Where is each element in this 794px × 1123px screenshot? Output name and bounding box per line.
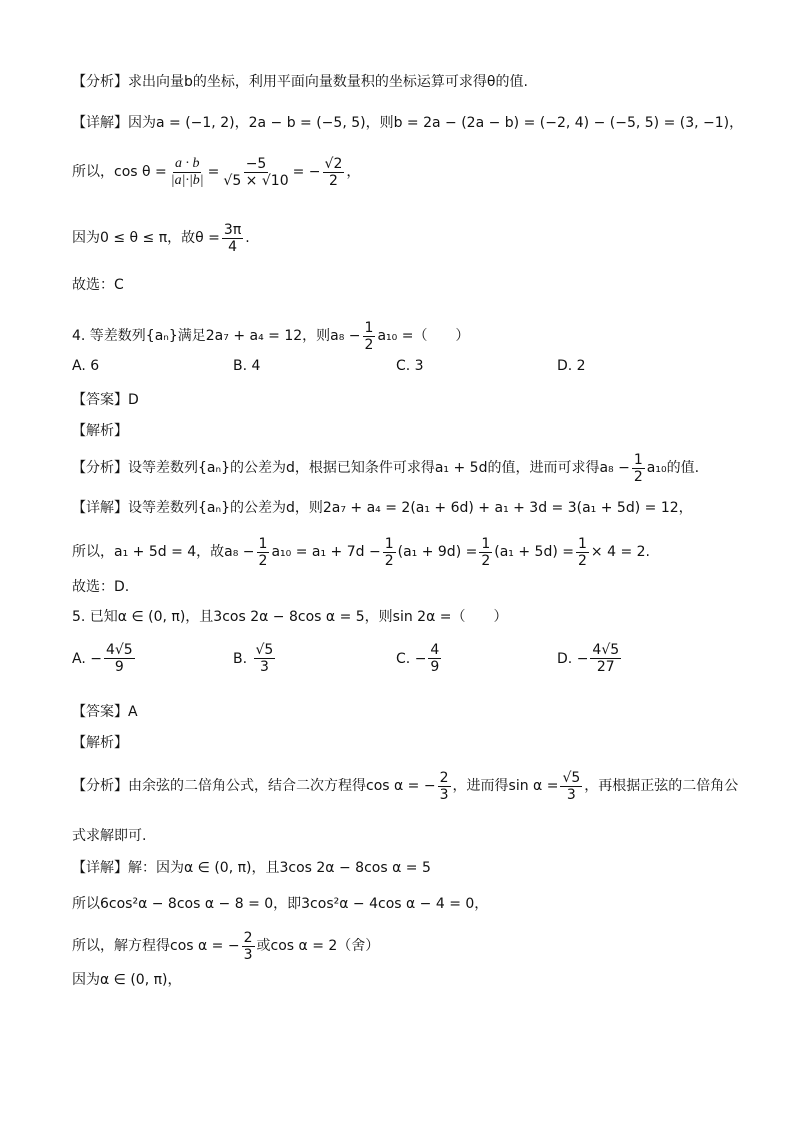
denominator: 2 bbox=[328, 172, 338, 189]
option-d: D. 2 bbox=[557, 358, 586, 374]
option-d bbox=[557, 642, 623, 675]
fraction bbox=[632, 452, 645, 485]
answer-select-line: 故选：C bbox=[72, 277, 124, 293]
denominator: 3 bbox=[259, 659, 269, 675]
text: = bbox=[207, 164, 220, 180]
numerator: a · b bbox=[174, 155, 200, 171]
option-letter: A. bbox=[72, 650, 86, 667]
answer-select-line: 故选：D. bbox=[72, 579, 130, 595]
fraction bbox=[104, 642, 135, 675]
detail-line: 【详解】因为a = (−1, 2)，2a − b = (−5, 5)，则b = 2a − (2a − b) = (−2, 4) − (−5, 5) = (3, −1)， bbox=[72, 115, 744, 131]
question-4 bbox=[72, 316, 734, 356]
numerator: 1 bbox=[364, 319, 374, 336]
numerator: 2 bbox=[439, 769, 449, 786]
denominator: 3 bbox=[439, 786, 449, 803]
fraction bbox=[242, 930, 255, 963]
denominator: 2 bbox=[578, 552, 587, 569]
solution-line bbox=[72, 530, 734, 574]
numerator: √2 bbox=[324, 155, 343, 172]
denominator: |a|·|b| bbox=[170, 172, 204, 188]
fraction bbox=[363, 320, 376, 353]
denominator: 2 bbox=[258, 552, 268, 569]
text: = − bbox=[292, 164, 321, 180]
fraction bbox=[479, 536, 492, 569]
option-c bbox=[396, 642, 443, 675]
theta-line bbox=[72, 216, 734, 260]
text: (a₁ + 9d) = bbox=[397, 544, 478, 560]
option-a bbox=[72, 642, 137, 675]
option-c: C. 3 bbox=[396, 358, 424, 374]
denominator: 3 bbox=[566, 786, 576, 803]
detail-line: 【详解】设等差数列{aₙ}的公差为d，则2a₇ + a₄ = 2(a₁ + 6d) + a₁ + 3d = 3(a₁ + 5d) = 12， bbox=[72, 500, 693, 516]
text: a₁₀的值. bbox=[646, 460, 700, 476]
analysis-line-cont: 式求解即可. bbox=[72, 828, 147, 844]
fraction bbox=[560, 770, 582, 803]
option-b: B. 4 bbox=[233, 358, 261, 374]
text: 【分析】由余弦的二倍角公式，结合二次方程得cos α = − bbox=[72, 778, 436, 794]
minus: − bbox=[414, 650, 427, 667]
solution-line: 所以6cos²α − 8cos α − 8 = 0，即3cos²α − 4cos α − 4 = 0， bbox=[72, 896, 489, 912]
detail-line: 【详解】解：因为α ∈ (0, π)，且3cos 2α − 8cos α = 5 bbox=[72, 860, 431, 876]
denominator: 2 bbox=[481, 552, 491, 569]
solution-label: 【解析】 bbox=[72, 423, 128, 439]
numerator: 4√5 bbox=[592, 642, 620, 658]
solution-line bbox=[72, 926, 734, 966]
fraction bbox=[221, 156, 290, 189]
denominator: √5 × √10 bbox=[223, 172, 289, 189]
numerator: √5 bbox=[562, 769, 581, 786]
analysis-line bbox=[72, 448, 734, 488]
analysis-line: 【分析】求出向量b的坐标，利用平面向量数量积的坐标运算可求得θ的值. bbox=[72, 74, 528, 90]
fraction bbox=[169, 156, 206, 189]
answer-label: 【答案】A bbox=[72, 704, 138, 720]
cos-theta-line bbox=[72, 150, 734, 194]
denominator: 2 bbox=[364, 336, 374, 353]
fraction bbox=[590, 642, 621, 675]
option-letter: D. bbox=[557, 650, 573, 667]
text: (a₁ + 5d) = bbox=[494, 544, 574, 560]
denominator: 27 bbox=[596, 659, 615, 675]
numerator: 4 bbox=[430, 642, 440, 658]
numerator: 4√5 bbox=[105, 642, 133, 658]
text: 所以，a₁ + 5d = 4，故a₈ − bbox=[72, 544, 255, 560]
numerator: 1 bbox=[578, 535, 587, 552]
denominator: 9 bbox=[430, 659, 440, 675]
fraction bbox=[428, 642, 441, 675]
numerator: 3π bbox=[223, 221, 242, 238]
analysis-line bbox=[72, 764, 739, 808]
solution-line: 因为α ∈ (0, π)， bbox=[72, 972, 182, 988]
question-5: 5. 已知α ∈ (0, π)，且3cos 2α − 8cos α = 5，则sin 2α =（ ） bbox=[72, 609, 508, 625]
denominator: 2 bbox=[633, 468, 643, 485]
text: 或cos α = 2（舍） bbox=[256, 938, 380, 954]
minus: − bbox=[576, 650, 589, 667]
text: 【分析】设等差数列{aₙ}的公差为d，根据已知条件可求得a₁ + 5d的值，进而可求得a₈ − bbox=[72, 460, 630, 476]
fraction bbox=[323, 156, 345, 189]
text: ，再根据正弦的二倍角公 bbox=[584, 778, 739, 794]
option-letter: C. bbox=[396, 650, 411, 667]
text: . bbox=[245, 230, 250, 246]
numerator: 1 bbox=[258, 535, 268, 552]
solution-label: 【解析】 bbox=[72, 735, 128, 751]
denominator: 9 bbox=[114, 659, 124, 675]
answer-label: 【答案】D bbox=[72, 392, 139, 408]
option-b bbox=[233, 642, 277, 675]
minus: − bbox=[90, 650, 102, 667]
denominator: 4 bbox=[228, 238, 238, 255]
numerator: √5 bbox=[255, 642, 274, 658]
text: 所以，cos θ = bbox=[72, 164, 167, 180]
fraction bbox=[383, 536, 396, 569]
denominator: 2 bbox=[384, 552, 394, 569]
text: ， bbox=[346, 164, 361, 180]
text: 因为0 ≤ θ ≤ π，故θ = bbox=[72, 230, 220, 246]
text: 4. 等差数列{aₙ}满足2a₇ + a₄ = 12，则a₈ − bbox=[72, 328, 361, 344]
fraction bbox=[254, 642, 276, 675]
text: a₁₀ =（ ） bbox=[377, 328, 470, 344]
text: a₁₀ = a₁ + 7d − bbox=[271, 544, 381, 560]
denominator: 3 bbox=[243, 946, 253, 963]
option-a: A. 6 bbox=[72, 358, 100, 374]
text: ，进而得sin α = bbox=[452, 778, 559, 794]
numerator: 1 bbox=[633, 451, 643, 468]
fraction bbox=[257, 536, 270, 569]
fraction bbox=[438, 770, 451, 803]
option-letter: B. bbox=[233, 650, 248, 667]
numerator: 1 bbox=[481, 535, 491, 552]
text: × 4 = 2. bbox=[590, 544, 650, 560]
numerator: 1 bbox=[384, 535, 394, 552]
fraction bbox=[222, 222, 243, 255]
fraction bbox=[576, 536, 589, 569]
numerator: −5 bbox=[245, 155, 267, 172]
numerator: 2 bbox=[243, 929, 253, 946]
text: 所以，解方程得cos α = − bbox=[72, 938, 240, 954]
